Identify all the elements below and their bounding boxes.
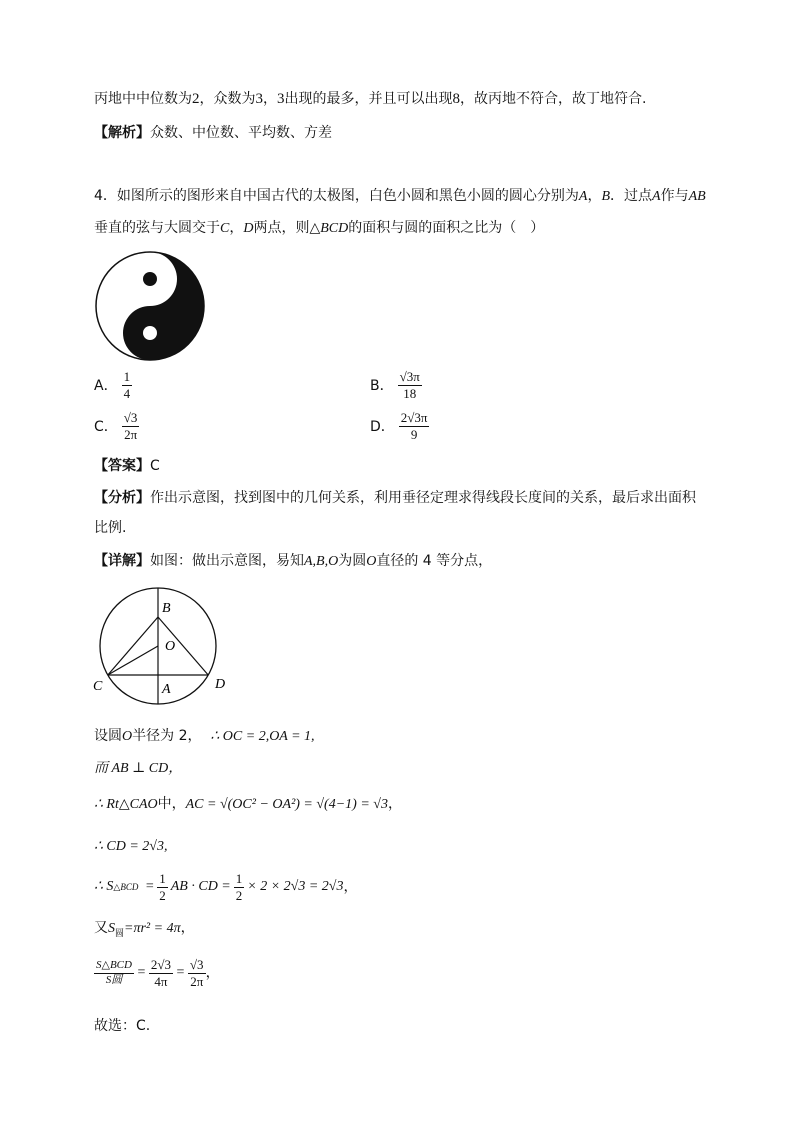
option-a-fraction: $\frac{1}{4}$ (123, 369, 131, 401)
label-o: O (165, 639, 176, 654)
half-fraction-1: $\frac{1}{2}$ (159, 871, 166, 903)
step-8: 故选：C. (94, 1018, 151, 1034)
analysis-line: 【解析】众数、中位数、平均数、方差 (94, 125, 332, 141)
half-fraction-2: $\frac{1}{2}$ (235, 871, 243, 903)
value-fraction-1: $\frac{2√3}{4\pi}$ (150, 957, 172, 989)
option-d[interactable]: D． $\frac{2√3\pi}{9}$ (370, 410, 428, 442)
option-b[interactable]: B． $\frac{√3\pi}{18}$ (370, 369, 420, 401)
ratio-fraction: $\frac{\text{S△BCD}}{\text{S圆}}$ (96, 959, 132, 986)
option-a[interactable]: A． $\frac{1}{4}$ (94, 369, 131, 401)
step-7: $\frac{\text{S△BCD}}{\text{S圆}}$ = $\frac{2√3}{4\pi}$ = $\frac{√3}{2\pi}$ ， (96, 957, 220, 989)
step-5: ∴ S △BCD = $\frac{1}{2}$ AB · CD = $\frac{1}{2}$ × 2 × 2√3 = 2√3 ， (94, 871, 358, 903)
step-2: 而 AB ⊥ CD， (94, 761, 183, 776)
option-d-fraction: $\frac{2√3\pi}{9}$ (400, 410, 428, 442)
step-4: ∴ CD = 2√3, (94, 839, 168, 854)
answer-line: 【答案】C (94, 458, 160, 474)
text-line-1: 丙地中中位数为2，众数为3，3出现的最多，并且可以出现8，故丙地不符合，故丁地符合. (94, 91, 647, 107)
option-b-fraction: $\frac{√3\pi}{18}$ (399, 369, 420, 401)
fenxi-line-2: 比例. (94, 520, 127, 536)
fenxi-line-1: 【分析】作出示意图，找到图中的几何关系，利用垂径定理求得线段长度间的关系，最后求出面积 (94, 490, 696, 506)
label-d: D (215, 677, 226, 692)
geometry-diagram (88, 586, 238, 711)
label-b: B (162, 601, 171, 616)
option-c-fraction: $\frac{√3}{2\pi}$ (123, 410, 138, 442)
label-c: C (93, 679, 103, 694)
option-c[interactable]: C． $\frac{√3}{2\pi}$ (94, 410, 138, 442)
step-6: 又$S_圆=\pi r^2 = 4\pi$， (94, 920, 195, 939)
question-4-line-1: 4．如图所示的图形来自中国古代的太极图，白色小圆和黑色小圆的圆心分别为A，B．过点A作与AB (94, 188, 706, 204)
value-fraction-2: $\frac{√3}{2\pi}$ (189, 957, 204, 989)
step-1: 设圆O半径为 2， ∴ OC = 2,OA = 1, (94, 728, 315, 744)
step-3: ∴ Rt△CAO中，AC = √(OC² − OA²) = √(4−1) = √3， (94, 796, 402, 812)
question-4-line-2: 垂直的弦与大圆交于C，D两点，则△BCD的面积与圆的面积之比为（ ） (94, 220, 545, 236)
taiji-symbol (94, 250, 206, 362)
xiangjie-line: 【详解】如图：做出示意图，易知A,B,O为圆O直径的 4 等分点， (94, 553, 493, 569)
label-a: A (162, 682, 171, 697)
